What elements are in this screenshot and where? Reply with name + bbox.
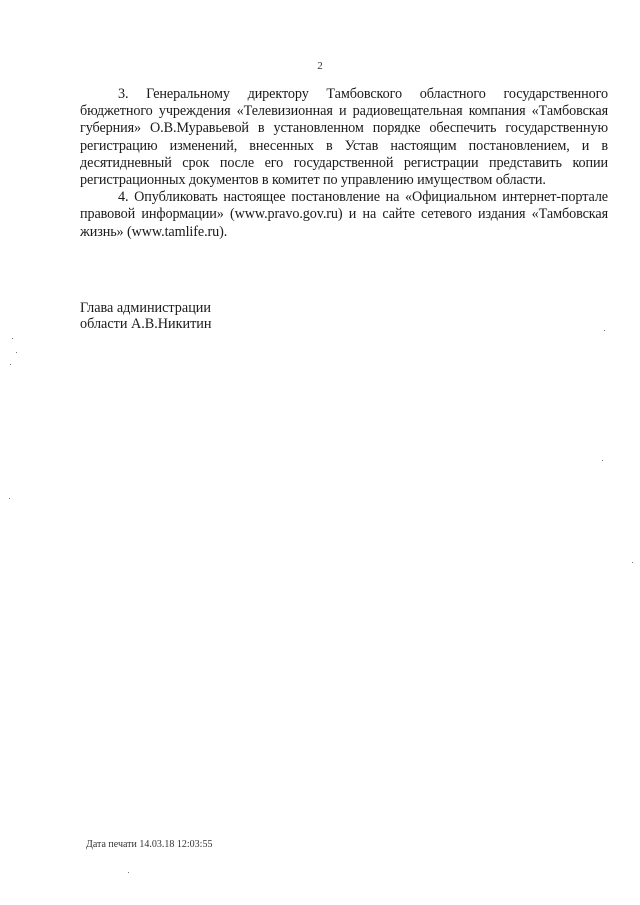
scan-speck (9, 498, 10, 499)
scan-speck (604, 330, 605, 331)
page-number: 2 (317, 60, 323, 72)
scan-speck (128, 872, 129, 873)
scan-speck (16, 352, 17, 353)
scan-speck (632, 562, 633, 563)
scan-speck (12, 338, 13, 339)
signature-block (80, 300, 211, 332)
print-date: Дата печати 14.03.18 12:03:55 (86, 839, 213, 850)
scan-speck (10, 364, 11, 365)
document-body (80, 86, 608, 241)
signature-title: Глава администрации (80, 300, 211, 316)
scan-speck (602, 460, 603, 461)
signature-name: области А.В.Никитин (80, 316, 212, 332)
paragraph-4: 4. Опубликовать настоящее постановление на «Официальном интернет-портале правовой информации» (www.pravo.gov.ru) и на сайте сетевого издания «Тамбовская жизнь» (www.tamlife.ru). (80, 189, 608, 240)
paragraph-3: 3. Генеральному директору Тамбовского областного государственного бюджетного учреждения «Телевизионная и радиовещательная компания «Тамбовская губерния» О.В.Муравьевой в установленном порядке обеспечить государственную регистрацию изменений, внесенных в Устав настоящим постановлением, и в десятидневный срок после его государственной регистрации представить копии регистрационных документов в комитет по управлению имуществом области. (80, 86, 608, 189)
